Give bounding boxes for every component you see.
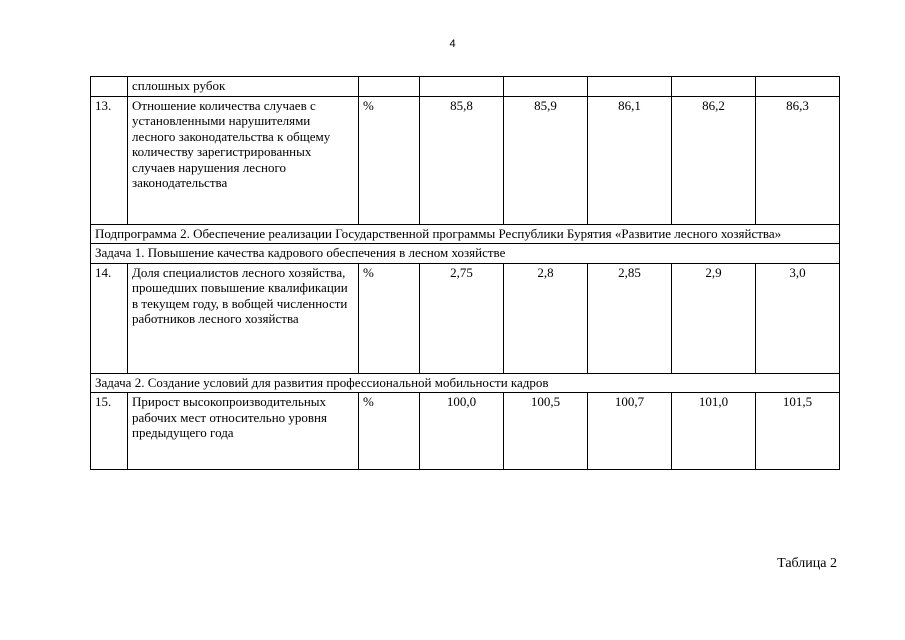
indicators-table xyxy=(90,76,840,470)
section-row xyxy=(91,244,840,264)
section-row xyxy=(91,373,840,393)
table-row xyxy=(91,77,840,97)
task-heading: Задача 1. Повышение качества кадрового обеспечения в лесном хозяйстве xyxy=(91,244,840,264)
value-cell xyxy=(672,77,756,97)
subprogram-heading: Подпрограмма 2. Обеспечение реализации Государственной программы Республики Бурятия «Развитие лесного хозяйства» xyxy=(91,224,840,244)
value-cell xyxy=(420,77,504,97)
page-number: 4 xyxy=(449,38,456,50)
table-caption: Таблица 2 xyxy=(777,556,837,571)
value-cell: 2,75 xyxy=(420,263,504,373)
row-number: 15. xyxy=(91,393,128,470)
table-row xyxy=(91,263,840,373)
table-row xyxy=(91,393,840,470)
indicator-name: Отношение количества случаев с установленными нарушителями лесного законодательства к общему количеству зарегистрированных случаев нарушения лесного законодательства xyxy=(128,96,359,224)
value-cell: 100,0 xyxy=(420,393,504,470)
row-number: 13. xyxy=(91,96,128,224)
row-number: 14. xyxy=(91,263,128,373)
value-cell: 3,0 xyxy=(756,263,840,373)
value-cell xyxy=(756,77,840,97)
value-cell: 100,7 xyxy=(588,393,672,470)
value-cell: 86,2 xyxy=(672,96,756,224)
table-row xyxy=(91,96,840,224)
value-cell: 85,8 xyxy=(420,96,504,224)
value-cell xyxy=(504,77,588,97)
unit-cell: % xyxy=(359,393,420,470)
value-cell: 2,85 xyxy=(588,263,672,373)
unit-cell: % xyxy=(359,96,420,224)
value-cell: 85,9 xyxy=(504,96,588,224)
task-heading: Задача 2. Создание условий для развития профессиональной мобильности кадров xyxy=(91,373,840,393)
row-number xyxy=(91,77,128,97)
value-cell xyxy=(588,77,672,97)
value-cell: 101,0 xyxy=(672,393,756,470)
indicator-name: Прирост высокопроизводительных рабочих мест относительно уровня предыдущего года xyxy=(128,393,359,470)
unit-cell: % xyxy=(359,263,420,373)
indicator-name: Доля специалистов лесного хозяйства, прошедших повышение квалификации в текущем году, в вобщей численности работников лесного хозяйства xyxy=(128,263,359,373)
unit-cell xyxy=(359,77,420,97)
value-cell: 2,9 xyxy=(672,263,756,373)
value-cell: 101,5 xyxy=(756,393,840,470)
value-cell: 2,8 xyxy=(504,263,588,373)
value-cell: 86,3 xyxy=(756,96,840,224)
value-cell: 86,1 xyxy=(588,96,672,224)
section-row xyxy=(91,224,840,244)
indicator-name: сплошных рубок xyxy=(128,77,359,97)
value-cell: 100,5 xyxy=(504,393,588,470)
